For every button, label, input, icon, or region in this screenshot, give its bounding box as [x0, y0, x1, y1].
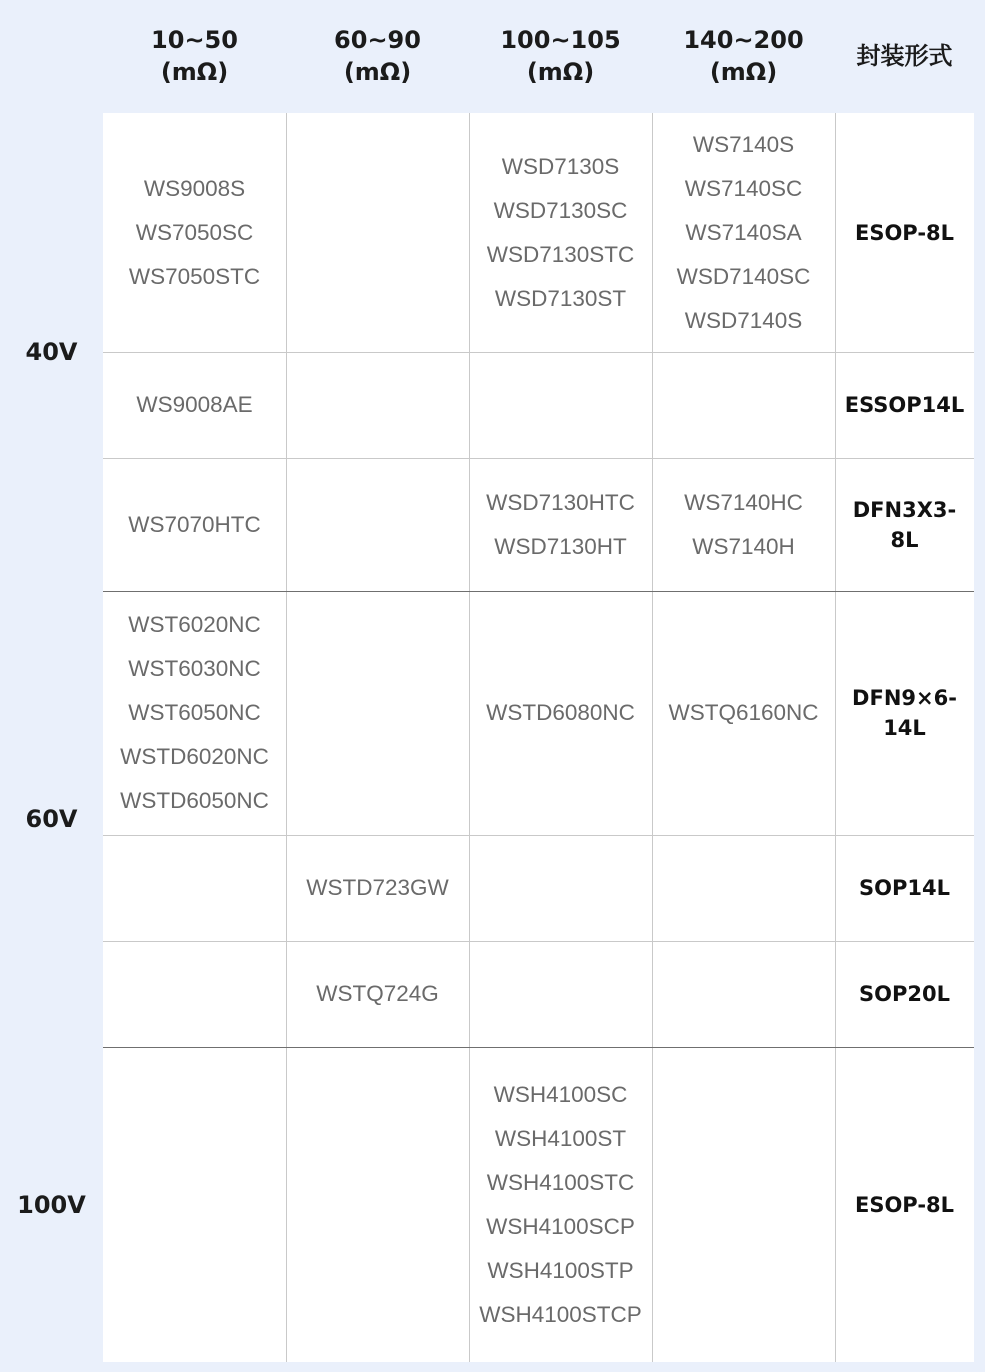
row-divider	[103, 1047, 974, 1048]
package-cell	[835, 352, 974, 458]
part-number: WSH4100STC	[486, 1169, 635, 1195]
part-number: WS7050SC	[135, 219, 254, 245]
part-number: WS7140S	[692, 131, 795, 157]
part-cell	[286, 113, 469, 352]
part-cell	[469, 1047, 652, 1362]
part-number: WSD7130HTC	[486, 489, 635, 515]
column-header-line1: 60~90	[334, 26, 421, 54]
part-cell	[286, 591, 469, 835]
part-cell	[469, 835, 652, 941]
part-cell	[103, 591, 286, 835]
part-number: WST6050NC	[128, 700, 261, 725]
part-number: WSTD6020NC	[120, 744, 269, 769]
part-number: WSTQ724G	[316, 981, 439, 1006]
column-header-line1: 封装形式	[856, 42, 953, 70]
package-cell	[835, 941, 974, 1047]
part-number: WST6030NC	[128, 656, 261, 681]
part-number: WSD7130S	[501, 153, 620, 179]
part-number: WS7140H	[692, 533, 795, 559]
column-header	[103, 0, 286, 112]
part-number: WSTD6080NC	[486, 700, 635, 725]
column-header-line1: 140~200	[683, 26, 804, 54]
part-cell	[469, 591, 652, 835]
part-cell	[103, 835, 286, 941]
part-number: WS7050STC	[128, 263, 261, 289]
part-number: WS9008AE	[136, 392, 253, 417]
part-number: WSD7130SC	[493, 197, 628, 223]
table-body	[103, 113, 974, 1362]
part-number: WS7140HC	[684, 489, 803, 515]
part-cell	[652, 591, 835, 835]
part-number: WST6020NC	[128, 612, 261, 637]
part-cell	[469, 458, 652, 591]
package-type: DFN3X3-8L	[852, 497, 957, 552]
row-divider	[103, 941, 974, 942]
part-number: WSD7130ST	[494, 285, 627, 311]
package-type: ESOP-8L	[854, 220, 955, 245]
part-number: WSD7130STC	[486, 241, 635, 267]
column-header-line2: (mΩ)	[160, 58, 229, 86]
part-cell	[286, 835, 469, 941]
part-cell	[286, 458, 469, 591]
package-type: ESSOP14L	[844, 393, 965, 417]
column-header-line2: (mΩ)	[343, 58, 412, 86]
part-number: WSH4100ST	[494, 1125, 627, 1151]
package-type: DFN9×6-14L	[852, 686, 957, 740]
package-type: ESOP-8L	[854, 1192, 955, 1217]
part-cell	[469, 941, 652, 1047]
part-cell	[286, 941, 469, 1047]
part-cell	[469, 113, 652, 352]
part-cell	[103, 113, 286, 352]
part-cell	[103, 941, 286, 1047]
column-header	[835, 0, 974, 112]
package-cell	[835, 458, 974, 591]
part-cell	[652, 352, 835, 458]
voltage-label: 60V	[25, 805, 78, 833]
part-cell	[652, 835, 835, 941]
part-number: WSTD6050NC	[120, 788, 269, 813]
column-header-line1: 10~50	[151, 26, 238, 54]
column-divider	[286, 113, 287, 1362]
part-cell	[469, 352, 652, 458]
part-cell	[652, 113, 835, 352]
row-divider	[103, 352, 974, 353]
column-header	[652, 0, 835, 112]
part-cell	[652, 1047, 835, 1362]
part-number: WSD7140S	[684, 307, 803, 333]
part-cell	[103, 1047, 286, 1362]
column-divider	[652, 113, 653, 1362]
part-number: WSH4100SCP	[486, 1213, 635, 1239]
part-number: WS7070HTC	[128, 511, 261, 537]
part-number: WSH4100STP	[487, 1257, 634, 1283]
part-cell	[652, 458, 835, 591]
part-cell	[652, 941, 835, 1047]
part-number: WS7140SA	[685, 219, 802, 245]
part-number: WSTQ6160NC	[668, 700, 819, 725]
package-cell	[835, 591, 974, 835]
column-header	[469, 0, 652, 112]
package-cell	[835, 1047, 974, 1362]
column-header-line2: (mΩ)	[709, 58, 778, 86]
part-number: WSH4100SC	[493, 1081, 628, 1107]
column-divider	[469, 113, 470, 1362]
column-header-line1: 100~105	[500, 26, 621, 54]
row-divider	[103, 835, 974, 836]
part-number: WSD7130HT	[494, 533, 627, 559]
voltage-label: 40V	[25, 338, 78, 366]
package-cell	[835, 835, 974, 941]
part-cell	[286, 352, 469, 458]
part-number: WS7140SC	[684, 175, 803, 201]
package-type: SOP20L	[859, 982, 950, 1006]
part-number: WSTD723GW	[306, 875, 449, 900]
part-cell	[286, 1047, 469, 1362]
column-divider	[835, 113, 836, 1362]
column-header	[286, 0, 469, 112]
part-number: WS9008S	[143, 175, 246, 201]
part-number: WSH4100STCP	[479, 1301, 642, 1327]
package-cell	[835, 113, 974, 352]
part-cell	[103, 458, 286, 591]
package-type: SOP14L	[859, 876, 950, 900]
voltage-label: 100V	[17, 1190, 86, 1219]
column-header-line2: (mΩ)	[526, 58, 595, 86]
row-divider	[103, 458, 974, 459]
part-cell	[103, 352, 286, 458]
part-number: WSD7140SC	[676, 263, 811, 289]
row-divider	[103, 591, 974, 592]
